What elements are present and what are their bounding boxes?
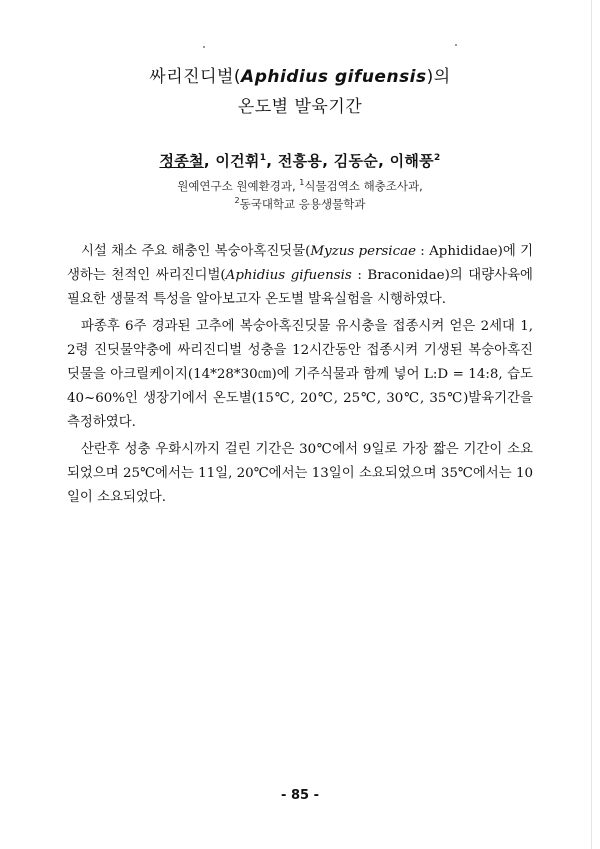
scan-dot: [203, 46, 205, 48]
title-line-2: 온도별 발육기간: [237, 97, 363, 117]
scan-edge-line: [591, 0, 592, 849]
page-number: - 85 -: [281, 788, 319, 803]
title-scientific-name: Aphidius gifuensis: [241, 67, 427, 87]
abstract-body: [67, 240, 533, 510]
title-suffix: )의: [426, 67, 451, 87]
author-text: , 전흥용, 김동순, 이해풍: [266, 152, 434, 170]
author-text: , 이건휘: [203, 152, 260, 170]
species-name: Aphidius gifuensis: [225, 268, 352, 284]
species-name: Myzus persicae: [310, 244, 416, 259]
affiliation-line-1: [0, 178, 600, 194]
paragraph-text: : Braconidae)의 대량사육에 필요한 생물적 특성을 알아보고자 온도별 발육실험을 시행하였다.: [67, 268, 533, 308]
scan-dot: [455, 44, 457, 46]
paragraph-text: 시설 채소 주요 해충인 복숭아혹진딧물(: [81, 244, 311, 259]
affiliation-text: 원예연구소 원예환경과,: [177, 179, 300, 193]
affiliation-superscript: 2: [234, 196, 240, 206]
author-superscript: 2: [433, 153, 441, 163]
affiliation-superscript: 1: [299, 178, 305, 188]
paragraph-3: 산란후 성충 우화시까지 걸린 기간은 30℃에서 9일로 가장 짧은 기간이 소요되었으며 25℃에서는 11일, 20℃에서는 13일이 소요되었으며 35℃에서는 10일이 소요되었다.: [67, 441, 533, 506]
affiliation-line-2: [0, 196, 600, 212]
affiliation-text: 동국대학교 응용생물학과: [239, 197, 366, 211]
affiliation-text: 식물검역소 해충조사과,: [304, 179, 423, 193]
author-list: [0, 150, 600, 171]
paragraph-1: [67, 240, 533, 313]
paragraph-text: : Aphididae)에 기생하는 천적인 싸리진디벌(: [67, 244, 533, 284]
title-prefix: 싸리진디벌(: [149, 67, 242, 87]
author-superscript: 1: [259, 153, 267, 163]
first-author: 정종철: [159, 152, 204, 170]
paragraph-2: 파종후 6주 경과된 고추에 복숭아혹진딧물 유시충을 접종시켜 얻은 2세대 1, 2령 진딧물약충에 싸리진디벌 성충을 12시간동안 접종시켜 기생된 복숭아혹진딧물을 아크릴케이지(14*28*30㎝)에 기주식물과 함께 넣어 L:D = 14:8, 습도 40~60%인 생장기에서 온도별(15℃, 20℃, 25℃, 30℃, 35℃)발육기간을 측정하였다.: [67, 318, 533, 431]
title-line-1: [0, 62, 600, 87]
